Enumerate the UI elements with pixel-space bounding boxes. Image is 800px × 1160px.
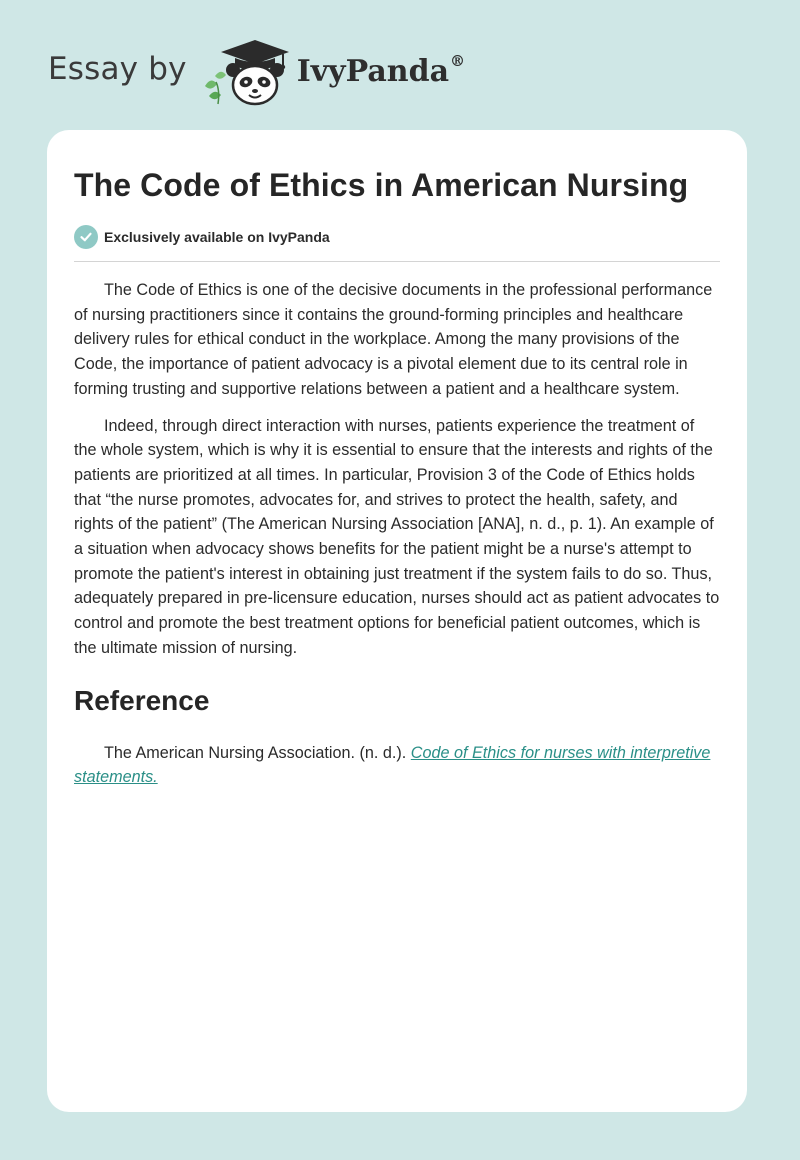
reference-link[interactable]: Code of Ethics for nurses with interpretive statements. <box>74 743 711 787</box>
essay-by-label: Essay by <box>48 51 187 87</box>
check-circle-icon <box>74 225 98 249</box>
brand-name[interactable]: IvyPanda® <box>296 51 466 89</box>
essay-body <box>74 278 720 661</box>
essay-card <box>47 130 747 1112</box>
registered-mark: ® <box>450 51 466 70</box>
badge-label: Exclusively available on IvyPanda <box>104 229 330 245</box>
reference-heading: Reference <box>74 684 210 716</box>
site-header <box>48 36 465 108</box>
divider <box>74 261 720 262</box>
panda-logo-icon[interactable] <box>199 36 291 108</box>
exclusive-badge <box>74 224 720 250</box>
paragraph: Indeed, through direct interaction with nurses, patients experience the treatment of the whole system, which is why it is essential to ensure that the interests and rights of the patients are prioritized at all times. In particular, Provision 3 of the Code of Ethics holds that “the nurse promotes, advocates for, and strives to protect the health, safety, and rights of the patient” (The American Nursing Association [ANA], n. d., p. 1). An example of a situation when advocacy shows benefits for the patient might be a nurse's attempt to promote the patient's interest in obtaining just treatment if the system fails to do so. Thus, adequately prepared in pre-licensure education, nurses should act as patient advocates to control and promote the best treatment options for beneficial patient outcomes, which is the ultimate mission of nursing. <box>74 416 720 657</box>
page-title: The Code of Ethics in American Nursing <box>74 167 689 203</box>
reference-entry <box>74 741 720 790</box>
reference-text: The American Nursing Association. (n. d.). <box>104 743 411 762</box>
paragraph: The Code of Ethics is one of the decisive documents in the professional performance of nursing practitioners since it contains the ground-forming principles and healthcare delivery rules for ethical conduct in the workplace. Among the many provisions of the Code, the importance of patient advocacy is a pivotal element due to its central role in forming trusting and supportive relations between a patient and a healthcare system. <box>74 281 713 398</box>
